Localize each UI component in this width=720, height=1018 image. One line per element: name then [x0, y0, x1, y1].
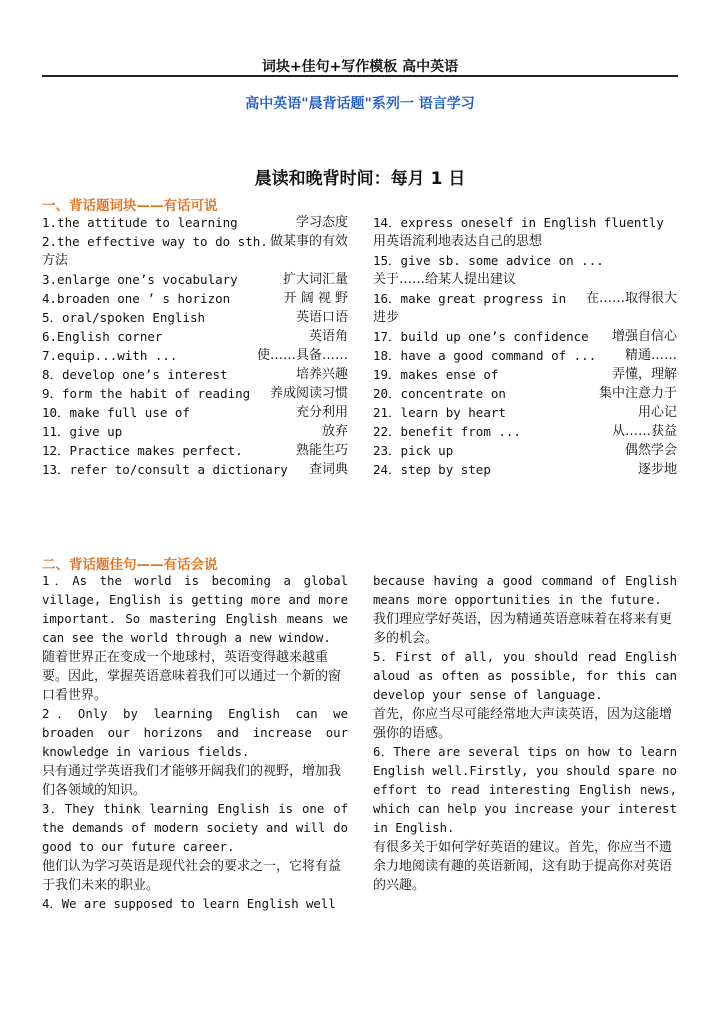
sentence-english: 1．As the world is becoming a global village, English is getting more and more important. So mastering English means we can see the world through a new window.: [42, 574, 348, 645]
vocab-item: [373, 403, 677, 422]
vocab-item: [373, 384, 677, 403]
vocab-list-left: [42, 213, 348, 479]
vocab-phrase: 3.enlarge one’s vocabulary: [42, 272, 238, 287]
sentence-english: 3．They think learning English is one of the demands of modern society and will do good to our future career.: [42, 802, 348, 854]
vocab-phrase: 13．refer to/consult a dictionary: [42, 462, 288, 477]
vocab-meaning: 关于……给某人提出建议: [373, 272, 517, 287]
vocab-meaning: 精通……: [624, 348, 677, 363]
series-title: 高中英语"晨背话题"系列一 语言学习: [245, 96, 475, 112]
vocab-item: [42, 460, 348, 479]
vocab-meaning: 增强自信心: [611, 329, 677, 344]
vocab-item: [42, 327, 348, 346]
vocab-phrase: 24．step by step: [373, 462, 491, 477]
vocab-meaning: 英语角: [308, 329, 348, 344]
vocab-item: [42, 346, 348, 365]
vocab-meaning: 充分利用: [295, 405, 348, 420]
main-title: 晨读和晚背时间：每月 1 日: [254, 169, 466, 189]
vocab-phrase: 14．express oneself in English fluently: [373, 215, 664, 230]
vocab-item: [42, 289, 348, 308]
sentence-chinese: 首先，你应当尽可能经常地大声读英语，因为这能增强你的语感。: [373, 707, 673, 741]
vocab-phrase: 8．develop one’s interest: [42, 367, 228, 382]
vocab-phrase: 10．make full use of: [42, 405, 190, 420]
section2-title: 二、背话题佳句——有话会说: [42, 557, 218, 573]
vocab-phrase: 18．have a good command of ...: [373, 348, 597, 363]
vocab-item: [373, 441, 677, 460]
vocab-meaning: 学习态度: [295, 215, 348, 230]
vocab-meaning: 弄懂，理解: [611, 367, 677, 382]
sentence-english: because having a good command of English means more opportunities in the future.: [373, 574, 677, 607]
sentence-chinese: 他们认为学习英语是现代社会的要求之一，它将有益于我们未来的职业。: [42, 859, 342, 893]
vocab-meaning: 方法: [42, 253, 69, 268]
vocab-phrase: 12．Practice makes perfect.: [42, 443, 243, 458]
vocab-item: [373, 346, 677, 365]
vocab-item: [42, 403, 348, 422]
vocab-phrase: 16．make great progress in: [373, 291, 567, 306]
vocab-meaning: 查词典: [308, 462, 348, 477]
sentences-left: [42, 572, 348, 914]
vocab-meaning: 开 阔 视 野: [283, 291, 348, 306]
sentence-english: 6．There are several tips on how to learn English well.Firstly, you should spare no effort to read interesting English news, which can help you increase your interest in English.: [373, 745, 677, 835]
vocab-phrase: 15．give sb. some advice on ...: [373, 253, 604, 268]
vocab-meaning: 使……具备……: [256, 348, 348, 363]
vocab-item: [42, 213, 348, 232]
section1-title: 一、背话题词块——有话可说: [42, 198, 218, 214]
vocab-phrase: 2.the effective way to do sth.: [42, 234, 268, 249]
vocab-phrase: 19．makes ense of: [373, 367, 499, 382]
vocab-item: [42, 441, 348, 460]
vocab-phrase: 23．pick up: [373, 443, 454, 458]
vocab-meaning: 英语口语: [295, 310, 348, 325]
vocab-item: [42, 365, 348, 384]
vocab-meaning: 熟能生巧: [295, 443, 348, 458]
vocab-meaning: 进步: [373, 310, 400, 325]
sentence-chinese: 我们理应学好英语，因为精通英语意味着在将来有更多的机会。: [373, 612, 673, 646]
vocab-meaning: 用英语流利地表达自己的思想: [373, 234, 543, 249]
vocab-list-right: [373, 213, 677, 479]
vocab-phrase: 6.English corner: [42, 329, 163, 344]
vocab-meaning: 偶然学会: [624, 443, 677, 458]
vocab-meaning: 放弃: [321, 424, 348, 439]
vocab-meaning: 做某事的有效: [269, 234, 348, 249]
sentence-chinese: 只有通过学英语我们才能够开阔我们的视野，增加我们各领域的知识。: [42, 764, 342, 798]
vocab-phrase: 17．build up one’s confidence: [373, 329, 589, 344]
vocab-meaning: 用心记: [637, 405, 677, 420]
vocab-phrase: 9．form the habit of reading: [42, 386, 251, 401]
vocab-item: [373, 460, 677, 479]
vocab-item: [373, 422, 677, 441]
vocab-meaning: 培养兴趣: [295, 367, 348, 382]
vocab-phrase: 20．concentrate on: [373, 386, 506, 401]
document-header: 词块+佳句+写作模板 高中英语: [261, 59, 459, 75]
sentence-chinese: 有很多关于如何学好英语的建议。首先，你应当不遗余力地阅读有趣的英语新闻，这有助于提高你对英语的兴趣。: [373, 840, 673, 893]
vocab-item: [373, 289, 677, 308]
sentences-right: [373, 572, 677, 895]
sentence-english: 4．We are supposed to learn English well: [42, 897, 336, 911]
vocab-item: [42, 422, 348, 441]
vocab-item: [42, 232, 348, 251]
vocab-item: [42, 270, 348, 289]
vocab-meaning: 逐步地: [637, 462, 677, 477]
header-rule: [42, 75, 678, 77]
vocab-meaning: 养成阅读习惯: [269, 386, 348, 401]
vocab-phrase: 7.equip...with ...: [42, 348, 178, 363]
vocab-item: [42, 384, 348, 403]
vocab-meaning: 扩大词汇量: [282, 272, 348, 287]
vocab-meaning: 在……取得很大: [585, 291, 677, 306]
vocab-phrase: 5．oral/spoken English: [42, 310, 206, 325]
vocab-phrase: 21．learn by heart: [373, 405, 506, 420]
vocab-item: [373, 365, 677, 384]
vocab-phrase: 1.the attitude to learning: [42, 215, 238, 230]
vocab-phrase: 11．give up: [42, 424, 123, 439]
vocab-item: [373, 327, 677, 346]
sentence-english: 5．First of all, you should read English aloud as often as possible, for this can develop your sense of language.: [373, 650, 677, 702]
vocab-meaning: 集中注意力于: [598, 386, 677, 401]
sentence-english: 2．Only by learning English can we broaden our horizons and increase our knowledge in various fields.: [42, 707, 348, 759]
vocab-item: [42, 308, 348, 327]
vocab-phrase: 22．benefit from ...: [373, 424, 521, 439]
sentence-chinese: 随着世界正在变成一个地球村，英语变得越来越重要。因此，掌握英语意味着我们可以通过一个新的窗口看世界。: [42, 650, 342, 703]
vocab-meaning: 从……获益: [611, 424, 677, 439]
vocab-phrase: 4.broaden one ’ s horizon: [42, 291, 231, 306]
